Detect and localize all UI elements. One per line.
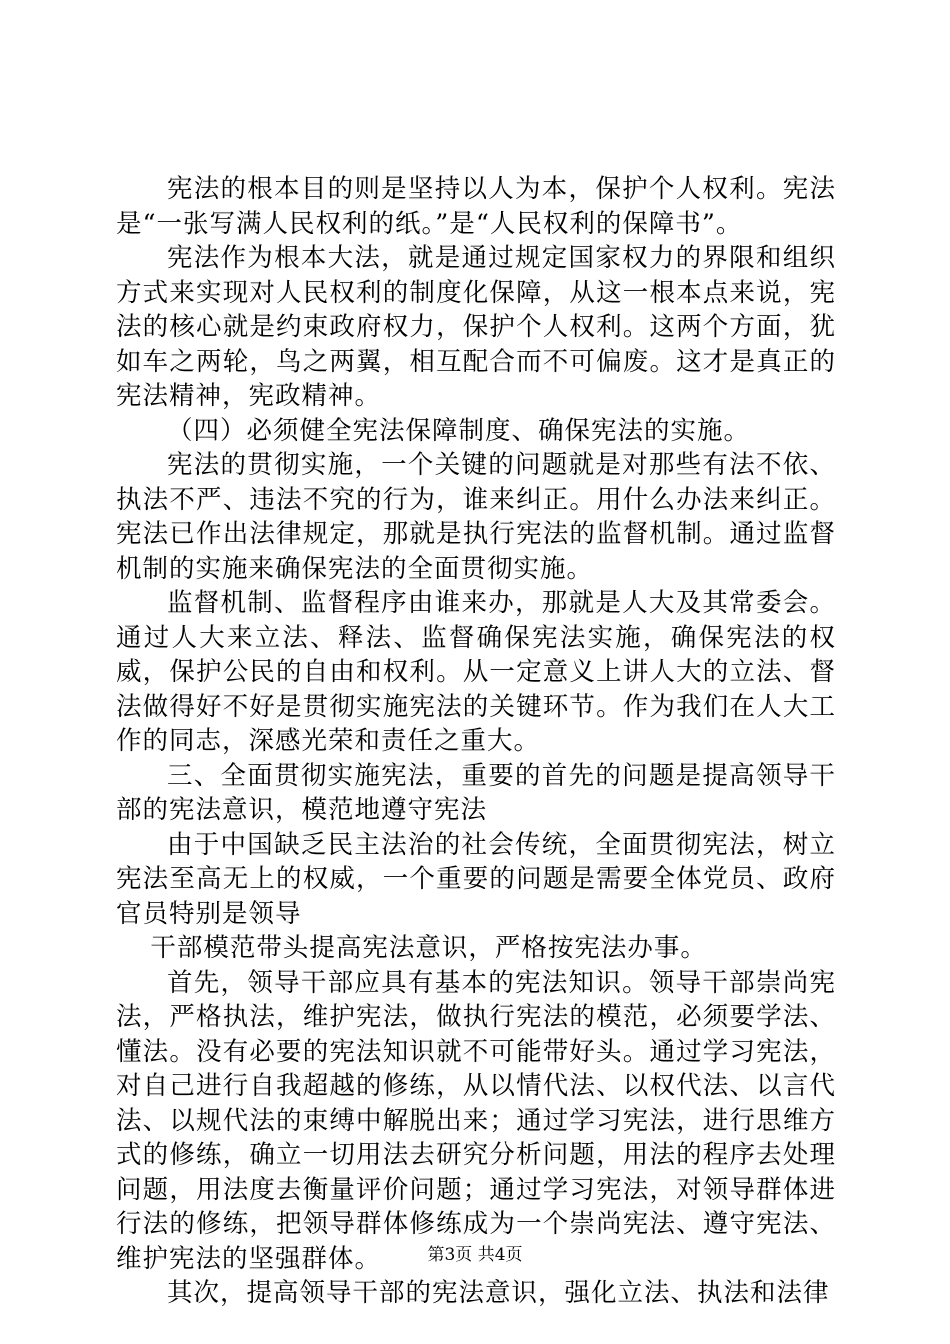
paragraph: 监督机制、监督程序由谁来办，那就是人大及其常委会。通过人大来立法、释法、监督确保宪法实施，确保宪法的权威，保护公民的自由和权利。从一定意义上讲人大的立法、督法做得好不好是贯彻实施宪法的关键环节。作为我们在人大工作的同志，深感光荣和责任之重大。 bbox=[116, 588, 836, 756]
section-heading: 三、全面贯彻实施宪法，重要的首先的问题是提高领导干部的宪法意识，模范地遵守宪法 bbox=[116, 760, 836, 825]
paragraph: 由于中国缺乏民主法治的社会传统，全面贯彻宪法，树立宪法至高无上的权威，一个重要的问题是需要全体党员、政府官员特别是领导 bbox=[116, 829, 836, 929]
paragraph: 干部模范带头提高宪法意识，严格按宪法办事。 bbox=[150, 933, 707, 963]
paragraph: 其次，提高领导干部的宪法意识，强化立法、执法和法律 bbox=[167, 1278, 830, 1308]
page-number-footer: 第3页 共4页 bbox=[427, 1245, 523, 1265]
paragraph: 宪法作为根本大法，就是通过规定国家权力的界限和组织方式来实现对人民权利的制度化保障，从这一根本点来说，宪法的核心就是约束政府权力，保护个人权利。这两个方面，犹如车之两轮，鸟之两翼，相互配合而不可偏废。这才是真正的宪法精神，宪政精神。 bbox=[116, 243, 836, 411]
section-heading: （四）必须健全宪法保障制度、确保宪法的实施。 bbox=[167, 415, 751, 446]
document-body bbox=[116, 172, 836, 1311]
paragraph: 首先，领导干部应具有基本的宪法知识。领导干部崇尚宪法，严格执法，维护宪法，做执行宪法的模范，必须要学法、懂法。没有必要的宪法知识就不可能带好头。通过学习宪法，对自己进行自我超越的修练，从以情代法、以权代法、以言代法、以规代法的束缚中解脱出来；通过学习宪法，进行思维方式的修练，确立一切用法去研究分析问题，用法的程序去处理问题，用法度去衡量评价问题；通过学习宪法，对领导群体进行法的修练，把领导群体修练成为一个崇尚宪法、遵守宪法、维护宪法的坚强群体。 bbox=[116, 967, 836, 1274]
paragraph: 宪法的贯彻实施，一个关键的问题就是对那些有法不依、执法不严、违法不究的行为，谁来纠正。用什么办法来纠正。宪法已作出法律规定，那就是执行宪法的监督机制。通过监督机制的实施来确保宪法的全面贯彻实施。 bbox=[116, 450, 836, 584]
paragraph: 宪法的根本目的则是坚持以人为本，保护个人权利。宪法是“一张写满人民权利的纸。”是“人民权利的保障书”。 bbox=[116, 174, 836, 239]
